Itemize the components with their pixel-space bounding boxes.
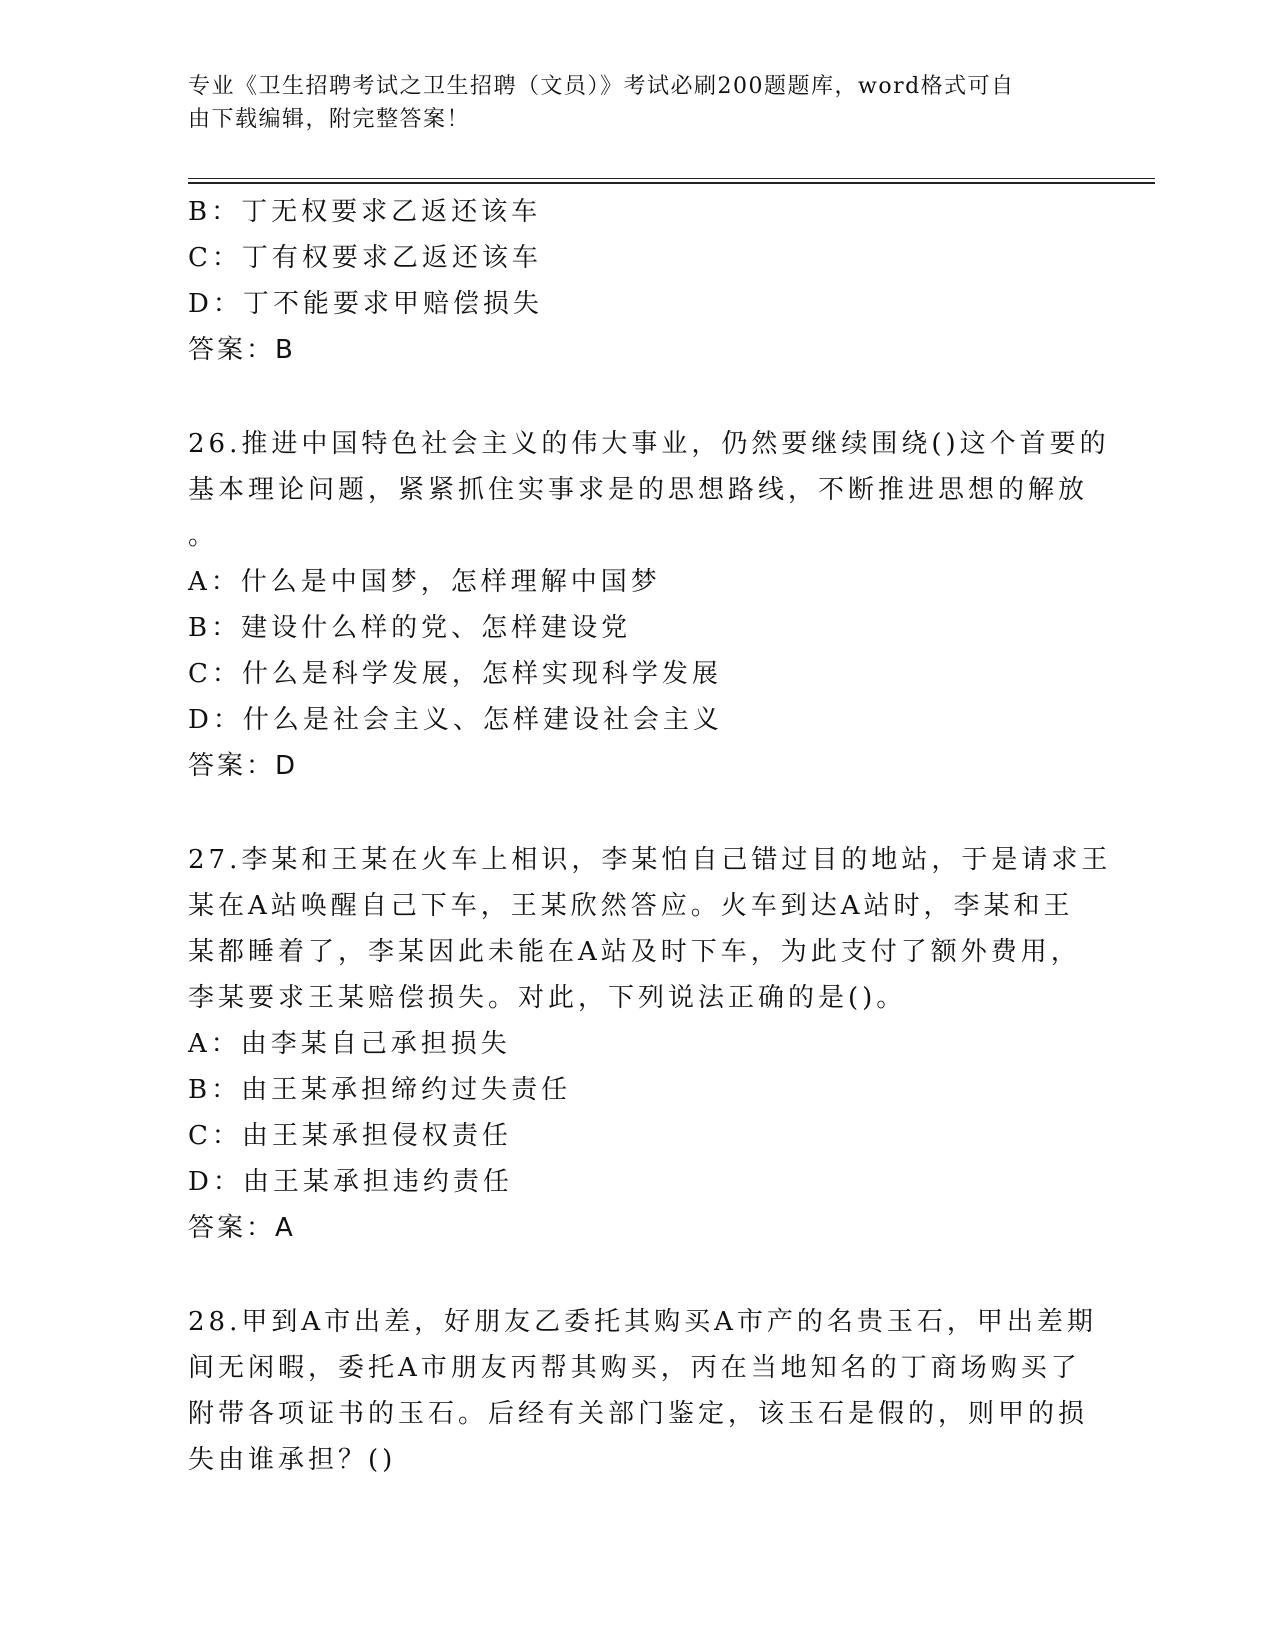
option-c: C：由王某承担侵权责任 <box>188 1121 512 1151</box>
question-text <box>188 837 1112 1021</box>
question-line: 间无闲暇，委托A市朋友丙帮其购买，丙在当地知名的丁商场购买了 <box>188 1353 1081 1383</box>
question-line: 李某要求王某赔偿损失。对此，下列说法正确的是()。 <box>188 983 907 1013</box>
option-c: C：什么是科学发展，怎样实现科学发展 <box>188 659 722 689</box>
question-line: 附带各项证书的玉石。后经有关部门鉴定，该玉石是假的，则甲的损 <box>188 1399 1089 1429</box>
header-divider-thin <box>188 178 1155 179</box>
question-spacer <box>188 373 1088 421</box>
question-spacer <box>188 789 1088 837</box>
option-d: D：什么是社会主义、怎样建设社会主义 <box>188 705 723 735</box>
header-line-2: 由下载编辑，附完整答案！ <box>188 107 471 132</box>
question-text <box>188 1299 1097 1483</box>
option-b: B：丁无权要求乙返还该车 <box>188 197 542 227</box>
question-line: 26.推进中国特色社会主义的伟大事业，仍然要继续围绕()这个首要的 <box>188 429 1110 459</box>
option-d: D：丁不能要求甲赔偿损失 <box>188 289 543 319</box>
question-content <box>188 189 1112 1483</box>
option-b: B：建设什么样的党、怎样建设党 <box>188 613 632 643</box>
question-line: 某都睡着了，李某因此未能在A站及时下车，为此支付了额外费用， <box>188 937 1081 967</box>
question-line: 某在A站唤醒自己下车，王某欣然答应。火车到达A站时，李某和王 <box>188 891 1074 921</box>
header-divider-thick <box>188 182 1155 184</box>
question-text <box>188 421 1110 559</box>
question-line: 。 <box>188 521 219 551</box>
answer-label: 答案：B <box>188 335 296 365</box>
question-25 <box>188 189 1088 373</box>
question-line: 27.李某和王某在火车上相识，李某怕自己错过目的地站，于是请求王 <box>188 845 1112 875</box>
option-a: A：由李某自己承担损失 <box>188 1029 511 1059</box>
answer-label: 答案：D <box>188 751 299 781</box>
question-26 <box>188 421 1110 789</box>
option-a: A：什么是中国梦，怎样理解中国梦 <box>188 567 661 597</box>
option-d: D：由王某承担违约责任 <box>188 1167 513 1197</box>
question-28 <box>188 1299 1097 1483</box>
answer-label: 答案：A <box>188 1213 296 1243</box>
question-spacer <box>188 1251 1088 1299</box>
question-27 <box>188 837 1112 1251</box>
header-line-1: 专业《卫生招聘考试之卫生招聘（文员）》考试必刷200题题库，word格式可自 <box>188 74 1015 99</box>
option-b: B：由王某承担缔约过失责任 <box>188 1075 572 1105</box>
document-header <box>188 70 1068 136</box>
option-c: C：丁有权要求乙返还该车 <box>188 243 542 273</box>
question-line: 基本理论问题，紧紧抓住实事求是的思想路线，不断推进思想的解放 <box>188 475 1089 505</box>
question-line: 失由谁承担？() <box>188 1445 397 1475</box>
question-line: 28.甲到A市出差，好朋友乙委托其购买A市产的名贵玉石，甲出差期 <box>188 1307 1097 1337</box>
